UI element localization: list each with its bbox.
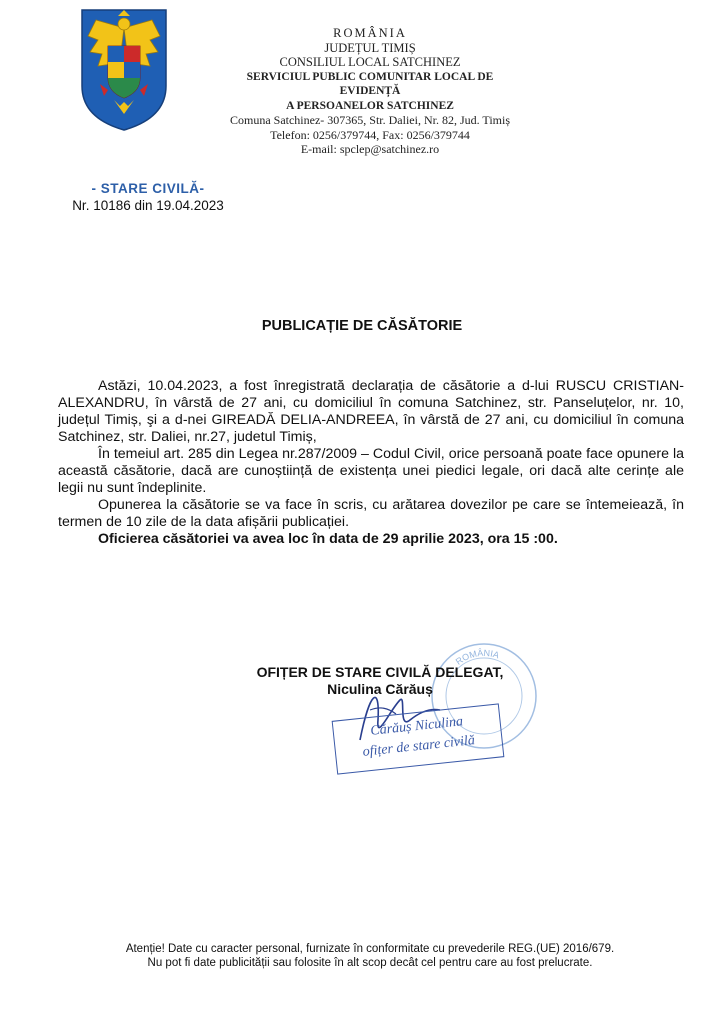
country-name: ROMÂNIA — [333, 26, 407, 40]
gdpr-notice — [70, 942, 670, 970]
service-name-line1: SERVICIUL PUBLIC COMUNITAR LOCAL DE EVIDENȚĂ — [246, 70, 494, 97]
county-name: JUDEȚUL TIMIȘ — [324, 40, 416, 55]
department-label: - STARE CIVILĂ- — [91, 181, 205, 196]
gdpr-notice-line2: Nu pot fi date publicității sau folosite în alt scop decât cel pentru care au fost prelucrate. — [147, 957, 593, 969]
officer-role: OFIȚER DE STARE CIVILĂ DELEGAT, — [256, 664, 504, 680]
document-body — [58, 378, 684, 548]
officer-name: Niculina Cărăuș — [327, 681, 433, 697]
document-title: PUBLICAȚIE DE CĂSĂTORIE — [261, 318, 463, 334]
coat-of-arms-icon — [78, 6, 170, 134]
registry-block — [58, 180, 238, 214]
paragraph-ceremony-date: Oficierea căsătoriei va avea loc în data de 29 aprilie 2023, ora 15 :00. — [98, 531, 558, 547]
paragraph-declaration: Astăzi, 10.04.2023, a fost înregistrată declarația de căsătorie a d-lui RUSCU CRISTIAN-ALEXANDRU, în vârstă de 27 ani, cu domiciliul în comuna Satchinez, str. Panseluțelor, nr. 10, județul Timiș, şi a d-nei GIREADĂ DELIA-ANDREEA, în vârstă de 27 ani, cu domiciliul în comuna Satchinez, str. Daliei, nr.27, judetul Timiș, — [58, 378, 684, 445]
gdpr-notice-line1: Atenție! Date cu caracter personal, furnizate în conformitate cu prevederile REG.(UE) 2016/679. — [125, 943, 615, 955]
registry-number: Nr. 10186 din 19.04.2023 — [72, 198, 224, 213]
council-name: CONSILIUL LOCAL SATCHINEZ — [279, 55, 461, 69]
phone-line: Telefon: 0256/379744, Fax: 0256/379744 — [270, 127, 470, 142]
paragraph-opposition: Opunerea la căsătorie se va face în scris, cu arătarea dovezilor pe care se întemeiează, în termen de 10 zile de la data afișării publicației. — [58, 497, 684, 530]
email-line: E-mail: spclep@satchinez.ro — [300, 142, 440, 156]
seal-text: ROMÂNIA — [453, 647, 501, 667]
stamp-name: Cărăuș Niculina — [369, 714, 464, 739]
paragraph-legal-basis: În temeiul art. 285 din Legea nr.287/2009 – Codul Civil, orice persoană poate face opunere la această căsătorie, dacă are cunoștiință de existența unei piedici legale, ori dacă alte cerințe ale legii nu sunt îndeplinite. — [58, 446, 684, 496]
institution-header — [220, 26, 520, 157]
address-line: Comuna Satchinez- 307365, Str. Daliei, Nr. 82, Jud. Timiș — [229, 113, 510, 127]
stamp-role: ofițer de stare civilă — [361, 733, 476, 760]
service-name-line2: A PERSOANELOR SATCHINEZ — [286, 99, 454, 112]
